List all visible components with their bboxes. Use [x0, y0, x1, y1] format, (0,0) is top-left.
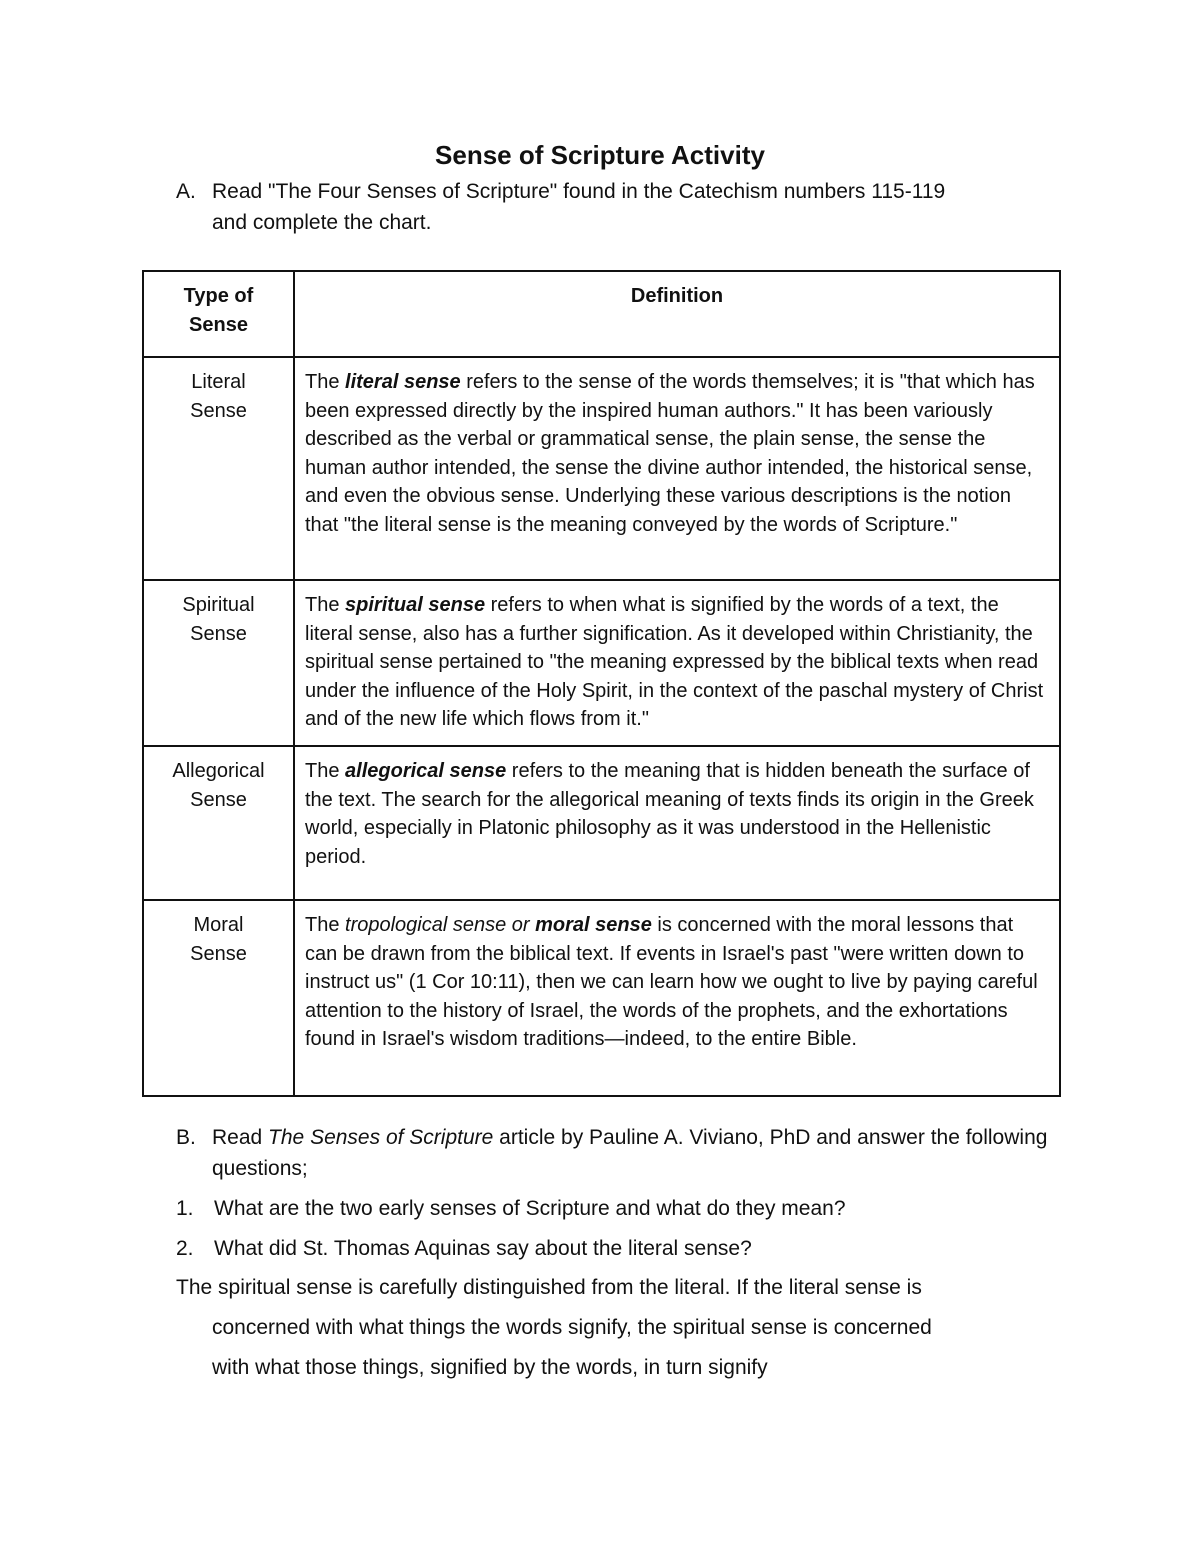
section-b-marker: B. — [176, 1126, 196, 1149]
type-line-1: Literal — [191, 371, 246, 393]
definition-keyword: moral sense — [535, 914, 652, 936]
question-item — [176, 1233, 1076, 1264]
question-text: What did St. Thomas Aquinas say about the literal sense? — [214, 1237, 752, 1260]
header-type-cell — [143, 271, 294, 357]
header-type-line-1: Type of — [183, 285, 254, 307]
senses-chart — [142, 270, 1061, 1097]
table-row — [143, 357, 1060, 580]
type-cell — [143, 900, 294, 1096]
definition-pre: The — [305, 594, 346, 616]
answer-line: concerned with what things the words signify, the spiritual sense is concerned — [212, 1316, 932, 1339]
section-a — [176, 176, 1056, 238]
definition-cell — [294, 580, 1060, 746]
answer-paragraph — [176, 1268, 1076, 1388]
definition-cell — [294, 357, 1060, 580]
type-line-2: Sense — [190, 788, 247, 811]
definition-text: refers to when what is signified by the words of a text, the literal sense, also has a further signification. As it developed within Christianity, the spiritual sense pertained to "the meaning expressed by the biblical texts when read under the influence of the Holy Spirit, in the context of the paschal mystery of Christ and of the new life which flows from it." — [305, 594, 1044, 730]
question-item — [176, 1193, 1076, 1224]
chart-header-row — [143, 271, 1060, 357]
question-text: What are the two early senses of Scripture and what do they mean? — [214, 1197, 846, 1220]
section-a-text — [212, 176, 1056, 238]
definition-pre: The — [305, 914, 346, 936]
section-a-marker: A. — [176, 180, 196, 203]
section-b — [176, 1122, 1076, 1264]
type-cell — [143, 357, 294, 580]
section-b-rest: article by Pauline A. Viviano, PhD and answer the following questions; — [212, 1126, 1048, 1180]
section-b-instruction — [176, 1122, 1076, 1184]
instruction-line-1: Read "The Four Senses of Scripture" found in the Catechism numbers 115-119 — [212, 180, 946, 203]
type-cell — [143, 580, 294, 746]
definition-text: is concerned with the moral lessons that can be drawn from the biblical text. If events in Israel's past "were written down to instruct us" (1 Cor 10:11), then we can learn how we ought to live by paying careful attention to the history of Israel, the words of the prophets, and the exhortations found in Israel's wisdom traditions—indeed, to the entire Bible. — [305, 914, 1038, 1050]
section-a-instruction — [176, 176, 1056, 238]
definition-cell — [294, 746, 1060, 900]
table-row — [143, 900, 1060, 1096]
article-title: The Senses of Scripture — [268, 1126, 494, 1149]
type-line-2: Sense — [190, 622, 247, 645]
table-row — [143, 580, 1060, 746]
type-line-2: Sense — [190, 399, 247, 422]
question-number: 1. — [176, 1197, 194, 1220]
question-number: 2. — [176, 1237, 194, 1260]
header-definition-cell: Definition — [294, 271, 1060, 357]
type-cell — [143, 746, 294, 900]
type-line-1: Moral — [193, 914, 244, 936]
table-row — [143, 746, 1060, 900]
instruction-line-2: and complete the chart. — [212, 211, 432, 234]
type-line-1: Allegorical — [172, 760, 265, 782]
section-b-text — [212, 1122, 1076, 1184]
page-title: Sense of Scripture Activity — [435, 140, 765, 170]
definition-pre: The — [305, 760, 346, 782]
definition-pre: The — [305, 371, 346, 393]
definition-cell — [294, 900, 1060, 1096]
header-type-line-2: Sense — [189, 313, 248, 336]
definition-keyword: spiritual sense — [345, 594, 486, 616]
definition-keyword: allegorical sense — [345, 760, 507, 782]
type-line-1: Spiritual — [182, 594, 255, 616]
definition-text: refers to the sense of the words themselves; it is "that which has been expressed directly by the inspired human authors." It has been variously described as the verbal or grammatical sense, the plain sense, the sense the human author intended, the sense the divine author intended, the historical sense, and even the obvious sense. Underlying these various descriptions is the notion that "the literal sense is the meaning conveyed by the words of Scripture." — [305, 371, 1035, 536]
answer-line: with what those things, signified by the words, in turn signify — [212, 1356, 768, 1379]
definition-italic: tropological sense or — [345, 914, 536, 936]
type-line-2: Sense — [190, 942, 247, 965]
section-b-read: Read — [212, 1126, 269, 1149]
definition-keyword: literal sense — [345, 371, 461, 393]
definition-text: refers to the meaning that is hidden beneath the surface of the text. The search for the allegorical meaning of texts finds its origin in the Greek world, especially in Platonic philosophy as it was understood in the Hellenistic period. — [305, 760, 1034, 868]
answer-line: The spiritual sense is carefully distinguished from the literal. If the literal sense is — [176, 1276, 922, 1299]
